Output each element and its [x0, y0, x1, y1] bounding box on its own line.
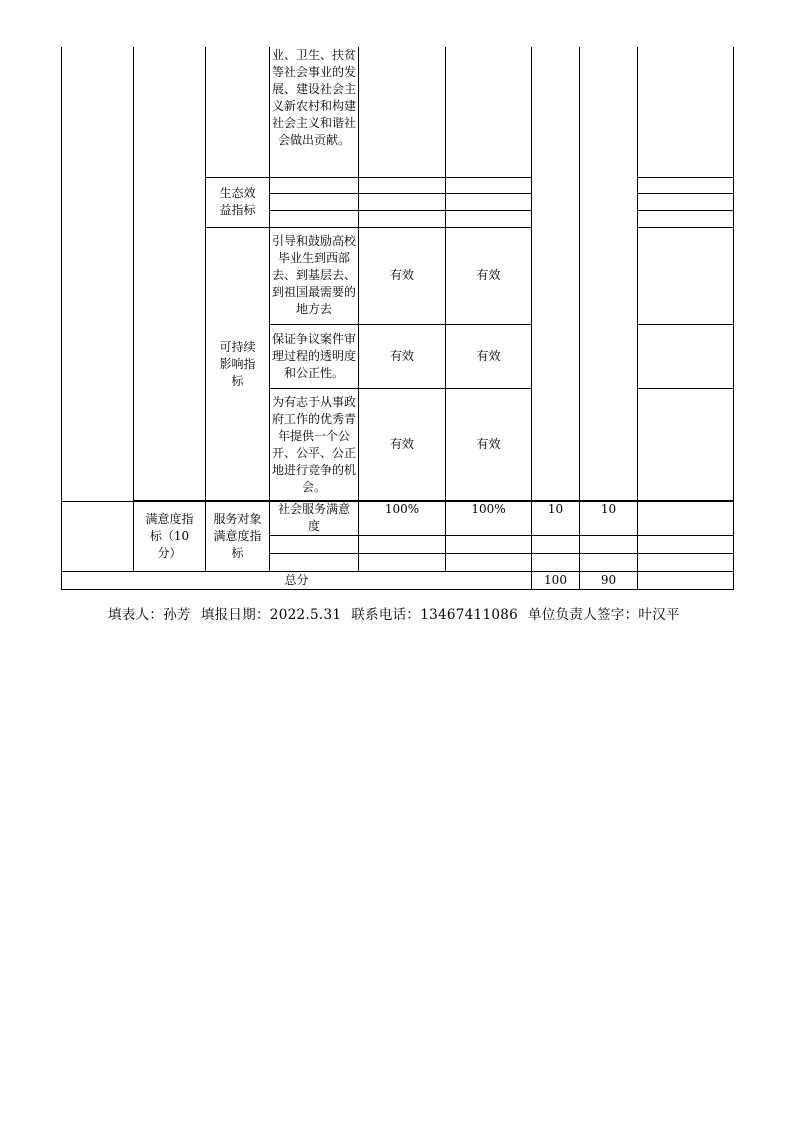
indicator-content: 社会服务满意度 [270, 501, 359, 536]
signature-footer [108, 603, 708, 623]
score-value [580, 554, 638, 572]
level1-cell [62, 501, 134, 572]
actual-value: 有效 [446, 227, 532, 324]
total-score: 90 [580, 572, 638, 590]
actual-value: 有效 [446, 388, 532, 501]
actual-value: 100% [446, 501, 532, 536]
unit-signer: 单位负责人签字：叶汉平 [528, 607, 680, 623]
target-value [359, 193, 446, 210]
weight-value [532, 554, 580, 572]
target-value [359, 554, 446, 572]
weight-cell [532, 47, 580, 501]
indicator-content: 保证争议案件审理过程的透明度和公正性。 [270, 324, 359, 388]
remark-cell [638, 536, 734, 554]
target-value [359, 47, 446, 177]
weight-value [532, 536, 580, 554]
actual-value [446, 47, 532, 177]
remark-cell [638, 501, 734, 536]
filler-name: 填表人：孙芳 [108, 607, 191, 623]
actual-value [446, 536, 532, 554]
remark-cell [638, 47, 734, 177]
score-value: 10 [580, 501, 638, 536]
score-cell [580, 47, 638, 501]
sustain-indicator-label: 可持续影响指标 [206, 227, 270, 501]
actual-value: 有效 [446, 324, 532, 388]
satisfaction-table [61, 500, 734, 590]
table-row [62, 501, 734, 536]
total-row [62, 572, 734, 590]
indicator-content [270, 536, 359, 554]
target-value [359, 536, 446, 554]
target-value: 有效 [359, 227, 446, 324]
level1-cell [62, 47, 134, 501]
total-label: 总分 [62, 572, 532, 590]
remark-cell [638, 193, 734, 210]
indicator-content: 引导和鼓励高校毕业生到西部去、到基层去、到祖国最需要的地方去 [270, 227, 359, 324]
target-value: 100% [359, 501, 446, 536]
indicator-content [270, 554, 359, 572]
satisfaction-level2-label: 服务对象满意度指标 [206, 501, 270, 572]
indicator-content [270, 210, 359, 227]
level2-cell [134, 47, 206, 501]
level3-cell [206, 47, 270, 177]
actual-value [446, 193, 532, 210]
contact-phone: 联系电话：13467411086 [351, 607, 518, 623]
target-value [359, 177, 446, 193]
indicator-content: 为有志于从事政府工作的优秀青年提供一个公开、公平、公正地进行竞争的机会。 [270, 388, 359, 501]
actual-value [446, 554, 532, 572]
satisfaction-level1-label: 满意度指标（10分） [134, 501, 206, 572]
remark-cell [638, 324, 734, 388]
target-value [359, 210, 446, 227]
indicator-content [270, 177, 359, 193]
score-value [580, 536, 638, 554]
total-weight: 100 [532, 572, 580, 590]
eco-indicator-label: 生态效益指标 [206, 177, 270, 227]
remark-cell [638, 227, 734, 324]
actual-value [446, 210, 532, 227]
fill-date: 填报日期：2022.5.31 [200, 607, 342, 623]
remark-cell [638, 554, 734, 572]
remark-cell [638, 177, 734, 193]
remark-cell [638, 572, 734, 590]
table-row [62, 47, 734, 177]
weight-value: 10 [532, 501, 580, 536]
performance-table [61, 47, 734, 502]
indicator-content: 业、卫生、扶贫等社会事业的发展、建设社会主义新农村和构建社会主义和谐社会做出贡献。 [270, 47, 359, 177]
indicator-content [270, 193, 359, 210]
remark-cell [638, 210, 734, 227]
target-value: 有效 [359, 324, 446, 388]
actual-value [446, 177, 532, 193]
remark-cell [638, 388, 734, 501]
target-value: 有效 [359, 388, 446, 501]
